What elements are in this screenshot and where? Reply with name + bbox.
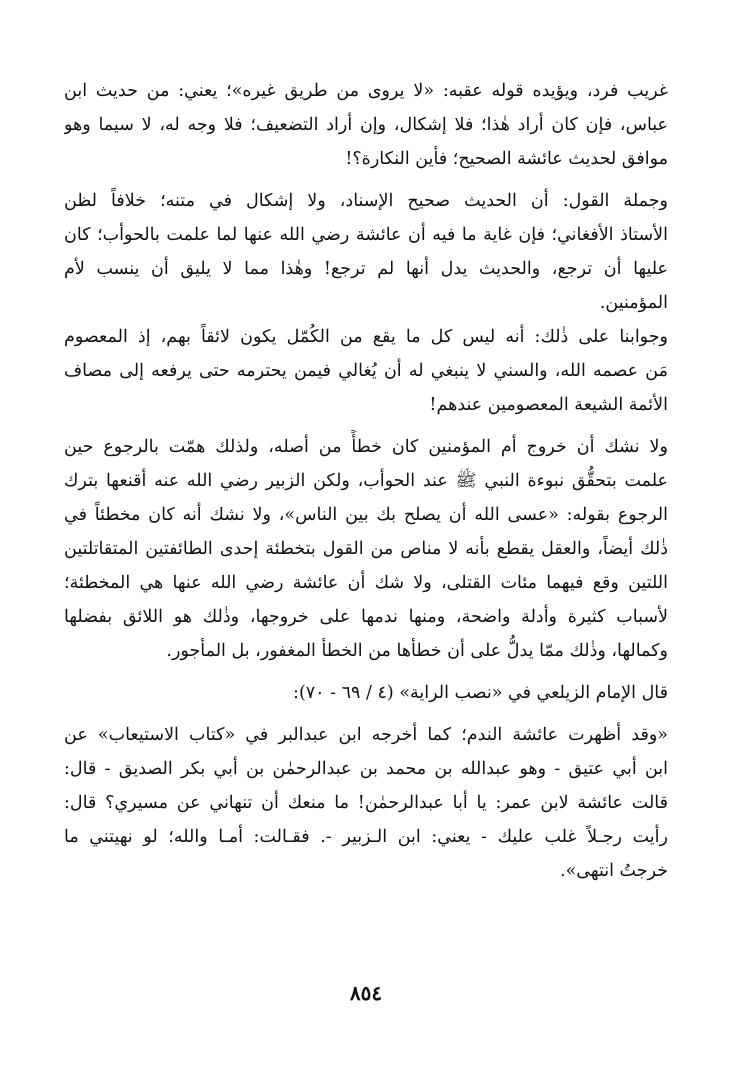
text-line: «وقد أظهرت عائشة الندم؛ كما أخرجه ابن عبدالبر في «كتاب الاستيعاب» عن <box>64 725 668 745</box>
paragraph <box>64 74 668 176</box>
paragraph <box>64 718 668 888</box>
paragraph <box>64 430 668 668</box>
text-line: ابن أبي عتيق - وهو عبدالله بن محمد بن عبدالرحمٰن بن أبي بكر الصديق - قال: <box>64 759 668 779</box>
text-line: وكمالها، وذٰلك ممّا يدلُّ على أن خطأها من الخطأ المغفور، بل المأجور. <box>166 641 668 661</box>
text-line: علمت بتحقُّق نبوءة النبي ﷺ عند الحوأب، ولكن الزبير رضي الله عنه أقنعها بترك <box>64 471 668 491</box>
text-line: ولا نشك أن خروج أم المؤمنين كان خطأً من أصله، ولذلك همّت بالرجوع حين <box>64 437 668 457</box>
text-line: ذٰلك أيضاً، والعقل يقطع بأنه لا مناص من القول بتخطئة إحدى الطائفتين المتقاتلتين <box>64 539 668 559</box>
text-line: رأيت رجـلاً غلب عليك - يعني: ابن الـزبير -. فقـالت: أمـا والله؛ لو نهيتني ما <box>64 827 668 847</box>
text-line: خرجتُ انتهى». <box>560 861 668 881</box>
text-line: قالت عائشة لابن عمر: يا أبا عبدالرحمٰن! ما منعك أن تنهاني عن مسيري؟ قال: <box>64 793 668 813</box>
text-line: عباس، فإن كان أراد هٰذا؛ فلا إشكال، وإن أراد التضعيف؛ فلا وجه له، لا سيما وهو <box>64 115 668 135</box>
text-line: موافق لحديث عائشة الصحيح؛ فأين النكارة؟! <box>345 149 668 169</box>
text-line: اللتين وقع فيهما مئات القتلى، ولا شك أن عائشة رضي الله عنها هي المخطئة؛ <box>64 573 668 593</box>
text-line: المؤمنين. <box>599 293 668 313</box>
paragraph <box>64 184 668 320</box>
text-line: قال الإمام الزيلعي في «نصب الراية» (٤ / ٦٩ - ٧٠): <box>293 683 668 703</box>
text-line: وجملة القول: أن الحديث صحيح الإسناد، ولا إشكال في متنه؛ خلافاً لظن <box>64 191 668 211</box>
text-line: غريب فرد، ويؤيده قوله عقبه: «لا يروى من طريق غيره»؛ يعني: من حديث ابن <box>64 81 668 101</box>
page-number: ٨٥٤ <box>349 981 383 1005</box>
paragraph <box>64 676 668 710</box>
text-line: لأسباب كثيرة وأدلة واضحة، ومنها ندمها على خروجها، وذٰلك هو اللائق بفضلها <box>64 607 668 627</box>
text-line: الأستاذ الأفغاني؛ فإن غاية ما فيه أن عائشة رضي الله عنها لما علمت بالحوأب؛ كان <box>64 225 668 245</box>
paragraph <box>64 320 668 422</box>
text-line: مَن عصمه الله، والسني لا ينبغي له أن يُغالي فيمن يحترمه حتى يرفعه إلى مصاف <box>64 361 668 381</box>
text-line: الرجوع بقوله: «عسى الله أن يصلح بك بين الناس»، ولا نشك أنه كان مخطئاً في <box>64 505 668 525</box>
text-line: عليها أن ترجع، والحديث يدل أنها لم ترجع! وهٰذا مما لا يليق أن ينسب لأم <box>64 259 668 279</box>
text-line: الأئمة الشيعة المعصومين عندهم! <box>429 395 668 415</box>
page-body <box>64 74 668 888</box>
text-line: وجوابنا على ذٰلك: أنه ليس كل ما يقع من الكُمّل يكون لائقاً بهم، إذ المعصوم <box>64 327 668 347</box>
